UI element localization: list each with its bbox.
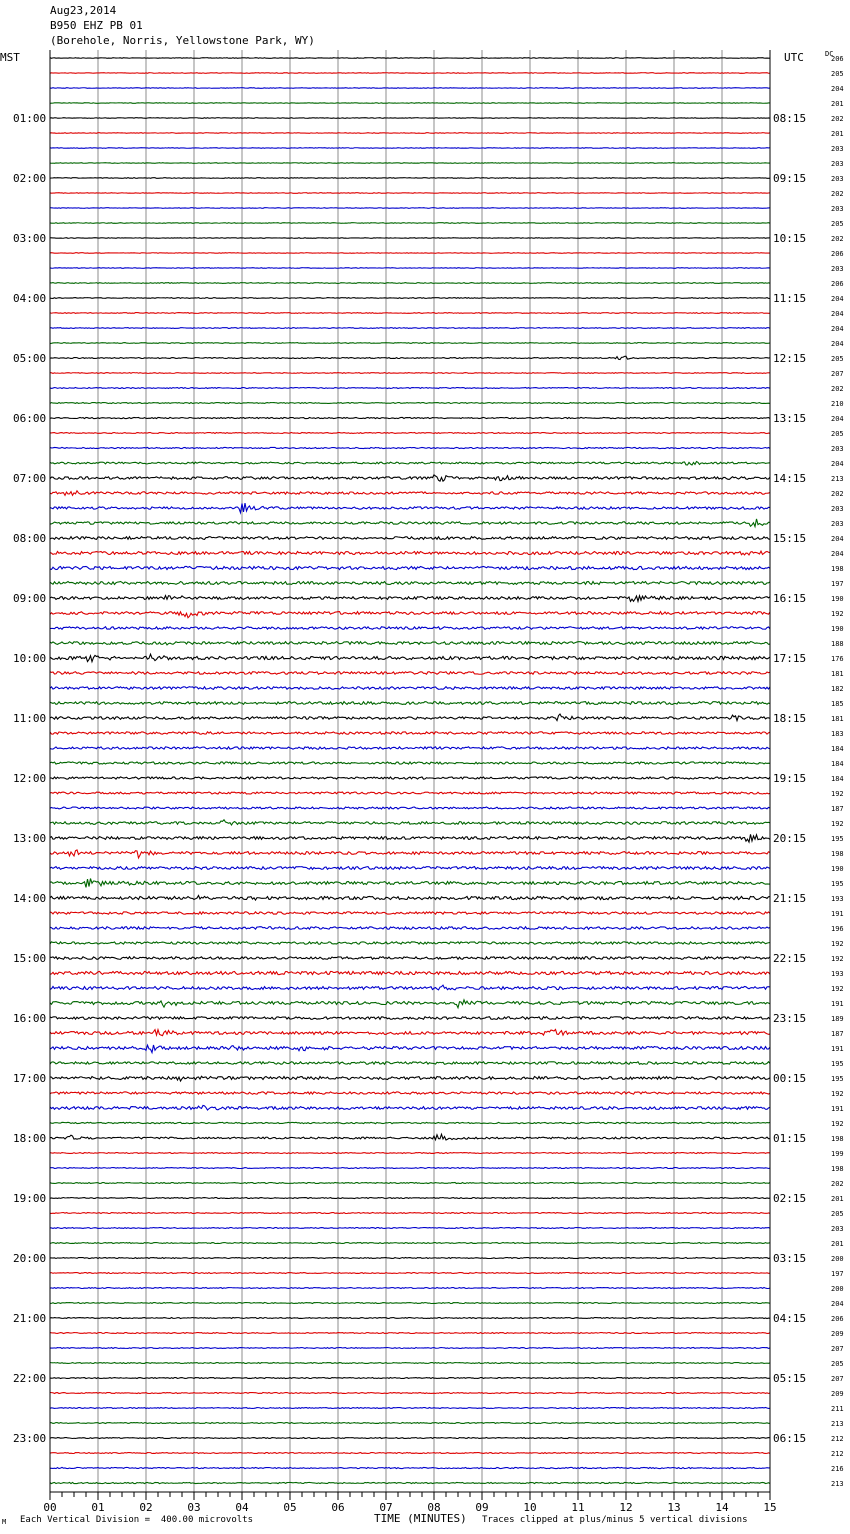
seismic-trace (50, 462, 770, 465)
seismic-trace (50, 850, 770, 858)
mst-hour-label: 20:00 (13, 1252, 47, 1265)
dc-offset-label: 205 (831, 1360, 844, 1368)
seismic-trace (50, 1228, 770, 1229)
utc-hour-label: 13:15 (773, 412, 807, 425)
seismic-trace (50, 491, 770, 496)
utc-hour-label: 21:15 (773, 892, 807, 905)
x-tick-label: 07 (379, 1501, 393, 1514)
dc-offset-label: 204 (831, 460, 844, 468)
seismic-trace (50, 388, 770, 389)
x-tick-label: 05 (283, 1501, 297, 1514)
seismic-trace (50, 73, 770, 74)
minute-grid (98, 50, 722, 1492)
trace-set (50, 58, 770, 1484)
x-tick-label: 12 (619, 1501, 633, 1514)
mst-hour-label: 19:00 (13, 1192, 47, 1205)
dc-offset-label: 192 (831, 820, 844, 828)
mst-hour-label: 01:00 (13, 112, 47, 125)
seismic-trace (50, 792, 770, 794)
dc-offset-label: 192 (831, 940, 844, 948)
x-axis-title: TIME (MINUTES) (374, 1512, 467, 1525)
dc-offset-label: 201 (831, 1195, 844, 1203)
seismic-trace (50, 834, 770, 842)
seismic-trace (50, 596, 770, 602)
x-tick-label: 15 (763, 1501, 777, 1514)
mst-hour-label: 12:00 (13, 772, 47, 785)
dc-offset-label: 209 (831, 1390, 844, 1398)
dc-offset-label: 213 (831, 475, 844, 483)
seismic-trace (50, 985, 770, 990)
dc-offset-label: 183 (831, 730, 844, 738)
seismic-trace (50, 1045, 770, 1053)
dc-offset-label: 211 (831, 1405, 844, 1413)
dc-offset-label: 212 (831, 1450, 844, 1458)
dc-offset-label: 206 (831, 55, 844, 63)
seismic-trace (50, 672, 770, 675)
dc-offset-label: 204 (831, 550, 844, 558)
mst-hour-label: 08:00 (13, 532, 47, 545)
seismic-trace (50, 1423, 770, 1424)
seismic-trace (50, 1105, 770, 1110)
dc-offset-label: 191 (831, 1105, 844, 1113)
dc-offset-label: 181 (831, 670, 844, 678)
seismic-trace (50, 820, 770, 825)
mst-hour-label: 07:00 (13, 472, 47, 485)
x-tick-label: 04 (235, 1501, 249, 1514)
seismic-trace (50, 642, 770, 645)
seismic-trace (50, 1198, 770, 1199)
dc-offset-label: 203 (831, 445, 844, 453)
mst-hour-label: 21:00 (13, 1312, 47, 1325)
dc-offset-label: 204 (831, 85, 844, 93)
dc-offset-label: 213 (831, 1480, 844, 1488)
x-tick-label: 13 (667, 1501, 681, 1514)
mst-hour-label: 17:00 (13, 1072, 47, 1085)
dc-offset-label: 204 (831, 295, 844, 303)
seismic-trace (50, 1062, 770, 1065)
utc-hour-label: 09:15 (773, 172, 807, 185)
mst-hour-label: 11:00 (13, 712, 47, 725)
seismic-trace (50, 1408, 770, 1409)
mst-hour-label: 18:00 (13, 1132, 47, 1145)
seismic-trace (50, 1000, 770, 1008)
dc-offset-label: 204 (831, 310, 844, 318)
utc-hour-label: 16:15 (773, 592, 807, 605)
seismic-trace (50, 328, 770, 329)
seismic-trace (50, 879, 770, 888)
dc-offset-label: 216 (831, 1465, 844, 1473)
dc-offset-label: 203 (831, 145, 844, 153)
seismic-trace (50, 519, 770, 527)
dc-offset-label: 181 (831, 715, 844, 723)
seismic-trace (50, 238, 770, 239)
dc-offset-label: 199 (831, 1150, 844, 1158)
seismic-trace (50, 433, 770, 434)
seismic-trace (50, 1122, 770, 1123)
dc-offset-label: 204 (831, 535, 844, 543)
dc-offset-label: 187 (831, 1030, 844, 1038)
dc-offset-label: 184 (831, 760, 844, 768)
seismic-trace (50, 551, 770, 555)
dc-offset-label: 202 (831, 385, 844, 393)
dc-offset-label: 192 (831, 1120, 844, 1128)
x-tick-label: 02 (139, 1501, 153, 1514)
seismic-trace (50, 1303, 770, 1304)
mst-hour-label: 06:00 (13, 412, 47, 425)
seismic-trace (50, 417, 770, 418)
utc-hour-label: 10:15 (773, 232, 807, 245)
seismic-trace (50, 373, 770, 374)
seismic-trace (50, 1438, 770, 1439)
utc-hour-label: 19:15 (773, 772, 807, 785)
x-tick-label: 03 (187, 1501, 201, 1514)
dc-offset-label: 206 (831, 280, 844, 288)
seismic-trace (50, 747, 770, 749)
seismic-trace (50, 1153, 770, 1154)
seismic-trace (50, 912, 770, 914)
station-location: (Borehole, Norris, Yellowstone Park, WY) (50, 34, 315, 47)
dc-offset-label: 206 (831, 250, 844, 258)
dc-offset-label: 203 (831, 265, 844, 273)
seismic-trace (50, 762, 770, 764)
utc-hour-label: 05:15 (773, 1372, 807, 1385)
utc-hour-label: 06:15 (773, 1432, 807, 1445)
utc-hour-label: 22:15 (773, 952, 807, 965)
dc-offset-label: 196 (831, 925, 844, 933)
seismic-trace (50, 343, 770, 344)
dc-offset-label: 201 (831, 100, 844, 108)
seismic-trace (50, 208, 770, 209)
x-tick-label: 00 (43, 1501, 57, 1514)
seismic-trace (50, 654, 770, 661)
utc-hour-label: 12:15 (773, 352, 807, 365)
dc-offset-label: 207 (831, 1375, 844, 1383)
dc-offset-label: 204 (831, 1300, 844, 1308)
seismic-trace (50, 118, 770, 119)
seismic-trace (50, 163, 770, 164)
x-tick-label: 08 (427, 1501, 441, 1514)
seismic-trace (50, 957, 770, 960)
seismic-trace (50, 1333, 770, 1334)
seismic-trace (50, 1029, 770, 1035)
dc-offset-label: 205 (831, 430, 844, 438)
seismic-trace (50, 103, 770, 104)
dc-offset-label: 193 (831, 895, 844, 903)
station-code: B950 EHZ PB 01 (50, 19, 143, 32)
utc-hour-label: 03:15 (773, 1252, 807, 1265)
seismic-trace (50, 193, 770, 194)
seismic-trace (50, 582, 770, 585)
right-axis-label: UTC (784, 51, 804, 64)
dc-offset-label: 197 (831, 1270, 844, 1278)
utc-hour-label: 14:15 (773, 472, 807, 485)
dc-column-label: DC (825, 50, 834, 58)
dc-offset-label: 176 (831, 655, 844, 663)
dc-offset-label: 202 (831, 1180, 844, 1188)
mst-hour-label: 10:00 (13, 652, 47, 665)
dc-offset-label: 190 (831, 865, 844, 873)
utc-hour-label: 17:15 (773, 652, 807, 665)
clip-note: Traces clipped at plus/minus 5 vertical divisions (482, 1515, 748, 1525)
left-axis-label: MST (0, 51, 20, 64)
seismic-trace (50, 1134, 770, 1140)
dc-offset-label: 185 (831, 700, 844, 708)
seismic-trace (50, 1482, 770, 1483)
seismic-trace (50, 927, 770, 930)
seismic-trace (50, 223, 770, 224)
dc-offset-label: 198 (831, 1165, 844, 1173)
dc-offset-label: 205 (831, 1210, 844, 1218)
mst-hour-label: 02:00 (13, 172, 47, 185)
utc-hour-label: 18:15 (773, 712, 807, 725)
plot-date: Aug23,2014 (50, 4, 117, 17)
seismic-trace (50, 1318, 770, 1319)
dc-offset-label: 202 (831, 190, 844, 198)
dc-offset-label: 212 (831, 1435, 844, 1443)
seismic-trace (50, 1258, 770, 1259)
seismic-trace (50, 566, 770, 569)
mst-hour-label: 09:00 (13, 592, 47, 605)
scale-note: Each Vertical Division = 400.00 microvolts (20, 1515, 253, 1525)
seismic-trace (50, 1076, 770, 1081)
seismic-trace (50, 268, 770, 269)
dc-offset-label: 201 (831, 130, 844, 138)
dc-offset-label: 189 (831, 1015, 844, 1023)
seismic-trace (50, 1168, 770, 1169)
dc-offset-label: 203 (831, 520, 844, 528)
dc-offset-label: 197 (831, 580, 844, 588)
seismic-trace (50, 503, 770, 513)
seismic-trace (50, 1467, 770, 1468)
dc-offset-label: 207 (831, 1345, 844, 1353)
seismic-trace (50, 148, 770, 149)
mst-hour-label: 23:00 (13, 1432, 47, 1445)
dc-offset-label: 203 (831, 1225, 844, 1233)
dc-offset-label: 182 (831, 685, 844, 693)
dc-offset-label: 192 (831, 610, 844, 618)
plot-frame (43, 50, 776, 1514)
seismic-trace (50, 133, 770, 134)
mst-hour-label: 13:00 (13, 832, 47, 845)
seismic-trace (50, 298, 770, 299)
mst-hour-label: 14:00 (13, 892, 47, 905)
seismic-trace (50, 971, 770, 974)
seismic-trace (50, 313, 770, 314)
seismic-trace (50, 777, 770, 779)
seismic-trace (50, 1243, 770, 1244)
dc-offset-label: 192 (831, 955, 844, 963)
dc-offset-label: 198 (831, 850, 844, 858)
seismic-trace (50, 1348, 770, 1349)
seismic-trace (50, 283, 770, 284)
x-tick-label: 01 (91, 1501, 105, 1514)
dc-offset-label: 209 (831, 1330, 844, 1338)
mst-hour-label: 22:00 (13, 1372, 47, 1385)
seismic-trace (50, 58, 770, 59)
dc-offset-label: 195 (831, 835, 844, 843)
dc-offset-label: 184 (831, 775, 844, 783)
seismic-trace (50, 1378, 770, 1379)
utc-hour-label: 04:15 (773, 1312, 807, 1325)
dc-offset-label: 205 (831, 355, 844, 363)
dc-offset-label: 190 (831, 625, 844, 633)
x-tick-label: 14 (715, 1501, 729, 1514)
seismic-trace (50, 732, 770, 734)
dc-offset-label: 201 (831, 1240, 844, 1248)
x-tick-label: 10 (523, 1501, 537, 1514)
dc-offset-label: 203 (831, 205, 844, 213)
seismic-trace (50, 537, 770, 540)
dc-offset-label: 191 (831, 910, 844, 918)
utc-hour-label: 08:15 (773, 112, 807, 125)
dc-offset-label: 198 (831, 565, 844, 573)
x-tick-label: 11 (571, 1501, 585, 1514)
utc-hour-label: 15:15 (773, 532, 807, 545)
seismic-trace (50, 1393, 770, 1394)
seismic-trace (50, 702, 770, 705)
dc-offset-label: 202 (831, 235, 844, 243)
seismic-trace (50, 88, 770, 89)
seismic-trace (50, 1183, 770, 1184)
dc-offset-label: 191 (831, 1045, 844, 1053)
seismic-trace (50, 1363, 770, 1364)
seismic-trace (50, 1273, 770, 1274)
dc-offset-label: 184 (831, 745, 844, 753)
dc-offset-label: 195 (831, 1075, 844, 1083)
seismic-trace (50, 475, 770, 481)
seismic-trace (50, 687, 770, 690)
seismic-trace (50, 942, 770, 944)
dc-offset-label: 202 (831, 490, 844, 498)
dc-offset-label: 205 (831, 70, 844, 78)
seismic-trace (50, 1017, 770, 1020)
dc-offset-label: 195 (831, 1060, 844, 1068)
utc-hour-label: 00:15 (773, 1072, 807, 1085)
seismic-trace (50, 1453, 770, 1454)
utc-hour-label: 11:15 (773, 292, 807, 305)
dc-offset-label: 198 (831, 1135, 844, 1143)
seismic-trace (50, 714, 770, 721)
seismic-trace (50, 178, 770, 179)
utc-hour-label: 20:15 (773, 832, 807, 845)
dc-offset-label: 192 (831, 1090, 844, 1098)
mst-hour-label: 05:00 (13, 352, 47, 365)
dc-offset-label: 200 (831, 1255, 844, 1263)
dc-offset-label: 203 (831, 160, 844, 168)
utc-hour-label: 23:15 (773, 1012, 807, 1025)
dc-offset-label: 213 (831, 1420, 844, 1428)
seismic-trace (50, 447, 770, 448)
mst-hour-label: 15:00 (13, 952, 47, 965)
dc-offset-label: 203 (831, 175, 844, 183)
x-tick-label: 06 (331, 1501, 345, 1514)
seismic-trace (50, 807, 770, 809)
utc-hour-label: 02:15 (773, 1192, 807, 1205)
dc-offset-label: 205 (831, 220, 844, 228)
dc-offset-label: 206 (831, 1315, 844, 1323)
dc-offset-label: 204 (831, 415, 844, 423)
dc-offset-label: 200 (831, 1285, 844, 1293)
seismic-trace (50, 1213, 770, 1214)
dc-offset-label: 192 (831, 985, 844, 993)
dc-offset-label: 210 (831, 400, 844, 408)
seismic-trace (50, 253, 770, 254)
dc-offset-label: 191 (831, 1000, 844, 1008)
mst-hour-label: 16:00 (13, 1012, 47, 1025)
seismic-trace (50, 867, 770, 870)
dc-offset-label: 204 (831, 325, 844, 333)
seismic-trace (50, 1092, 770, 1094)
seismic-trace (50, 612, 770, 618)
dc-offset-label: 203 (831, 505, 844, 513)
dc-offset-label: 192 (831, 790, 844, 798)
x-tick-label: 09 (475, 1501, 489, 1514)
dc-offset-label: 207 (831, 370, 844, 378)
dc-offset-label: 187 (831, 805, 844, 813)
dc-offset-label: 202 (831, 115, 844, 123)
mst-hour-label: 03:00 (13, 232, 47, 245)
seismic-trace (50, 356, 770, 359)
corner-mark: M (2, 1518, 7, 1526)
seismic-trace (50, 1288, 770, 1289)
utc-hour-label: 01:15 (773, 1132, 807, 1145)
dc-offset-label: 190 (831, 595, 844, 603)
dc-offset-label: 193 (831, 970, 844, 978)
dc-offset-label: 204 (831, 340, 844, 348)
seismic-trace (50, 895, 770, 900)
seismic-trace (50, 627, 770, 630)
mst-hour-label: 04:00 (13, 292, 47, 305)
dc-offset-label: 188 (831, 640, 844, 648)
dc-offset-label: 195 (831, 880, 844, 888)
seismic-trace (50, 403, 770, 404)
